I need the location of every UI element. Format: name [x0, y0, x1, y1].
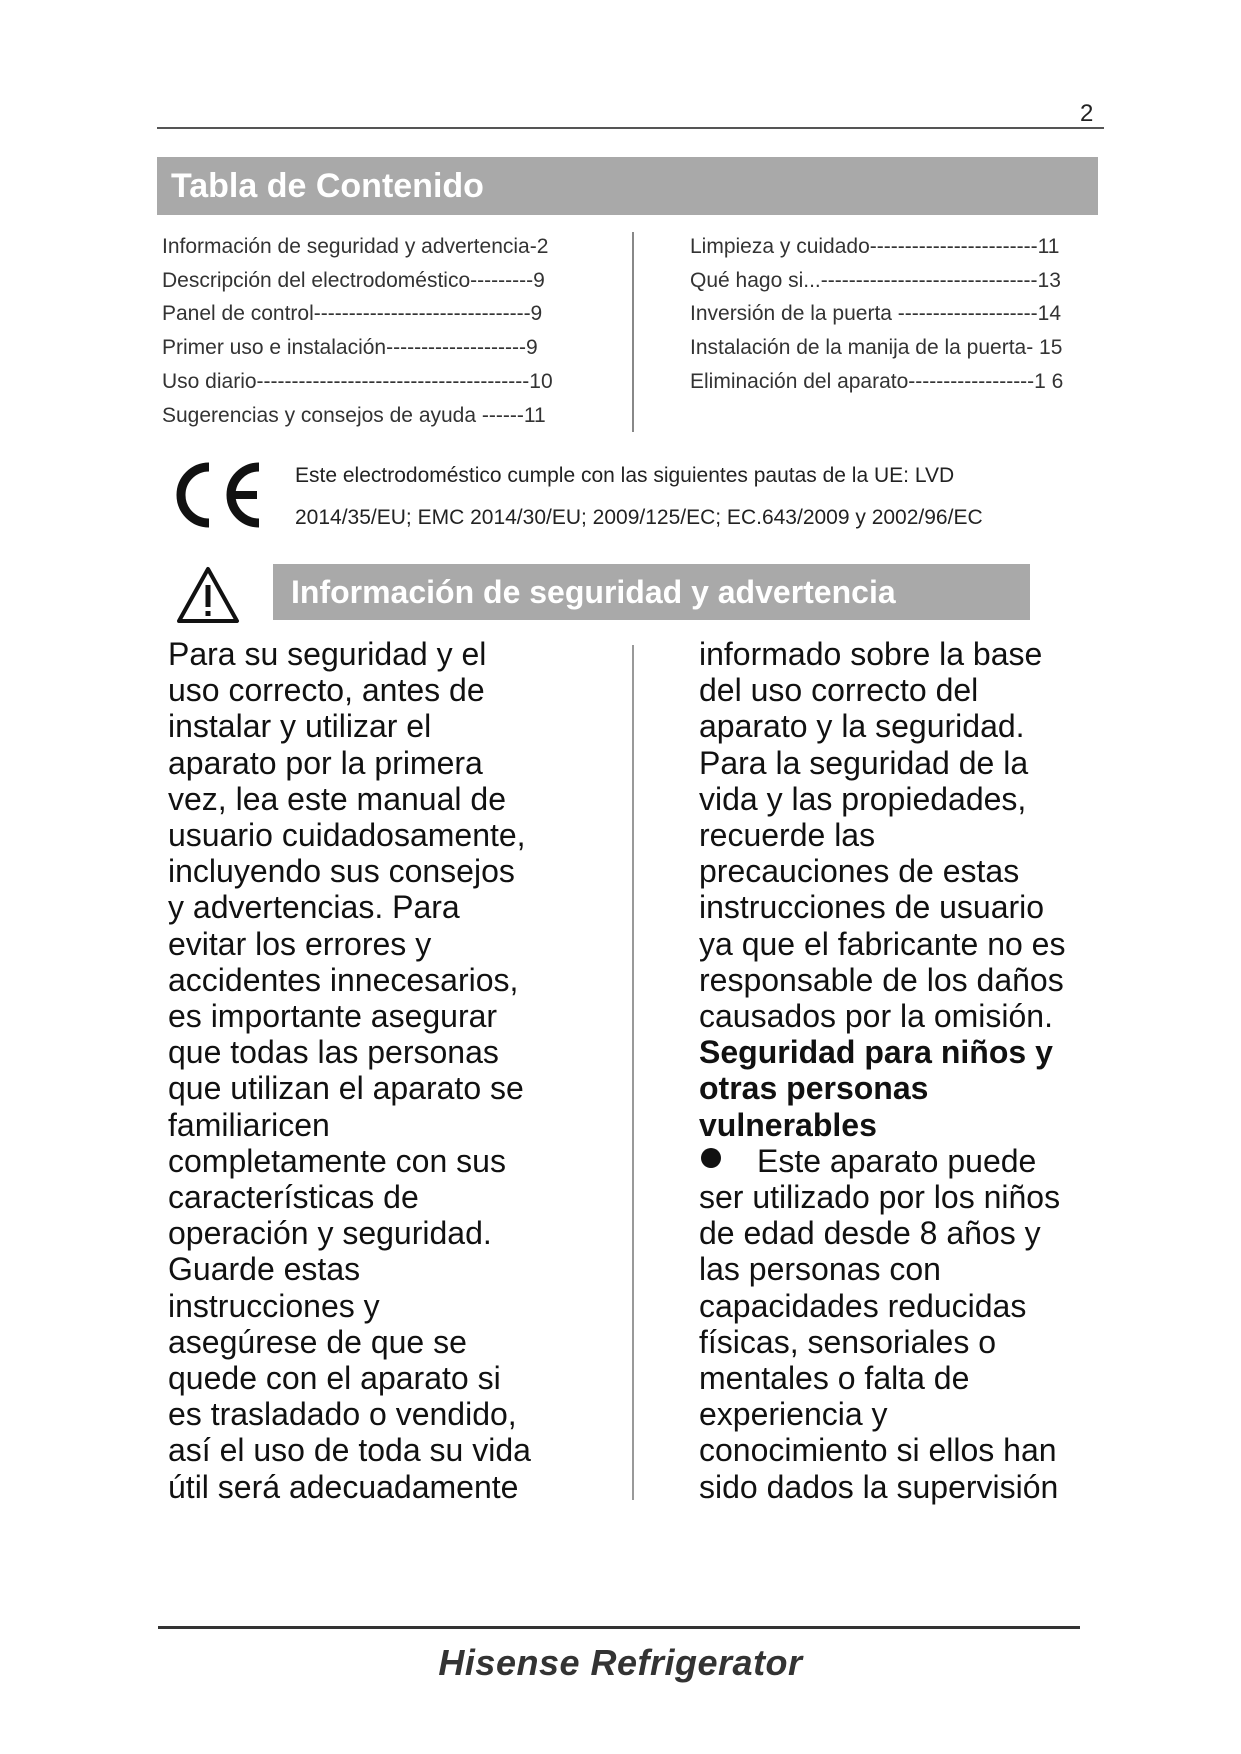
toc-title: Tabla de Contenido — [157, 157, 1098, 215]
body-line: aparato y la seguridad. — [699, 708, 1025, 745]
bullet-icon — [701, 1148, 721, 1168]
body-line: instrucciones y — [168, 1287, 380, 1324]
toc-entry: Qué hago si...-------------------------------13 — [690, 268, 1061, 292]
toc-entry: Uso diario---------------------------------------10 — [162, 369, 553, 393]
body-line: físicas, sensoriales o — [699, 1323, 997, 1360]
subheading-line: otras personas — [699, 1070, 929, 1107]
toc-entry: Limpieza y cuidado------------------------11 — [690, 235, 1060, 258]
bottom-rule — [158, 1626, 1080, 1629]
body-line: accidentes innecesarios, — [168, 961, 519, 998]
body-line: asegúrese de que se — [168, 1323, 467, 1360]
body-line: mentales o falta de — [699, 1360, 970, 1397]
body-divider — [632, 645, 634, 1500]
subheading-line: Seguridad para niños y — [699, 1034, 1053, 1071]
brand-footer: Hisense Refrigerator — [438, 1642, 803, 1683]
body-line: Guarde estas — [168, 1251, 361, 1288]
toc-left-column — [162, 230, 592, 432]
toc-right-column — [690, 230, 1110, 399]
body-line: ser utilizado por los niños — [699, 1179, 1061, 1216]
body-line: incluyendo sus consejos — [168, 853, 515, 890]
body-line: características de — [168, 1179, 419, 1216]
body-line: instrucciones de usuario — [699, 889, 1045, 926]
toc-entry: Eliminación del aparato------------------1 6 — [690, 369, 1064, 393]
body-line: sido dados la supervisión — [699, 1468, 1059, 1505]
toc-divider — [632, 232, 634, 432]
body-line: recuerde las — [699, 817, 876, 854]
body-line: conocimiento si ellos han — [699, 1432, 1057, 1469]
body-line: aparato por la primera — [168, 744, 483, 781]
toc-entry: Descripción del electrodoméstico---------9 — [162, 268, 545, 292]
body-line: Para la seguridad de la — [699, 744, 1029, 781]
bullet-text: Este aparato puede — [757, 1142, 1037, 1179]
toc-entry: Información de seguridad y advertencia-2 — [162, 235, 549, 258]
body-line: precauciones de estas — [699, 853, 1020, 890]
toc-entry: Instalación de la manija de la puerta- 15 — [690, 336, 1063, 360]
ce-mark-icon — [165, 455, 265, 535]
body-line: capacidades reducidas — [699, 1287, 1027, 1324]
body-line: vez, lea este manual de — [168, 780, 506, 817]
body-line: usuario cuidadosamente, — [168, 817, 526, 854]
ce-line: 2014/35/EU; EMC 2014/30/EU; 2009/125/EC; EC.643/2009 y 2002/96/EC — [295, 506, 983, 529]
top-rule — [157, 127, 1104, 129]
body-line: de edad desde 8 años y — [699, 1215, 1041, 1252]
body-line: quede con el aparato si — [168, 1360, 501, 1397]
body-line: instalar y utilizar el — [168, 708, 432, 745]
body-line: las personas con — [699, 1251, 941, 1288]
body-line: que todas las personas — [168, 1034, 499, 1071]
bullet-item — [699, 1143, 1099, 1179]
body-line: familiaricen — [168, 1106, 330, 1143]
body-line: causados por la omisión. — [699, 998, 1053, 1035]
subheading-line: vulnerables — [699, 1106, 877, 1143]
body-line: es importante asegurar — [168, 998, 498, 1035]
body-line: útil será adecuadamente — [168, 1468, 519, 1505]
body-line: Para su seguridad y el — [168, 636, 487, 672]
body-line: ya que el fabricante no es — [699, 925, 1066, 962]
warning-icon — [175, 565, 241, 625]
toc-entry: Sugerencias y consejos de ayuda ------11 — [162, 403, 546, 427]
body-line: responsable de los daños — [699, 961, 1064, 998]
toc-entry: Panel de control-------------------------------9 — [162, 302, 543, 326]
body-line: así el uso de toda su vida — [168, 1432, 531, 1469]
body-line: experiencia y — [699, 1396, 888, 1433]
body-line: y advertencias. Para — [168, 889, 460, 926]
body-line: completamente con sus — [168, 1142, 506, 1179]
page-number: 2 — [1080, 100, 1094, 127]
body-line: uso correcto, antes de — [168, 672, 485, 709]
body-line: que utilizan el aparato se — [168, 1070, 524, 1107]
ce-line: Este electrodoméstico cumple con las siguientes pautas de la UE: LVD — [295, 464, 955, 487]
safety-section-title: Información de seguridad y advertencia — [273, 564, 1030, 620]
body-line: vida y las propiedades, — [699, 780, 1027, 817]
safety-left-column — [168, 636, 568, 1505]
ce-compliance-text — [295, 455, 1095, 539]
body-line: evitar los errores y — [168, 925, 432, 962]
toc-entry: Primer uso e instalación--------------------9 — [162, 336, 538, 360]
toc-entry: Inversión de la puerta --------------------14 — [690, 302, 1062, 326]
safety-right-column — [699, 636, 1099, 1505]
body-line: del uso correcto del — [699, 672, 979, 709]
body-line: operación y seguridad. — [168, 1215, 492, 1252]
body-line: informado sobre la base — [699, 636, 1043, 672]
body-line: es trasladado o vendido, — [168, 1396, 517, 1433]
